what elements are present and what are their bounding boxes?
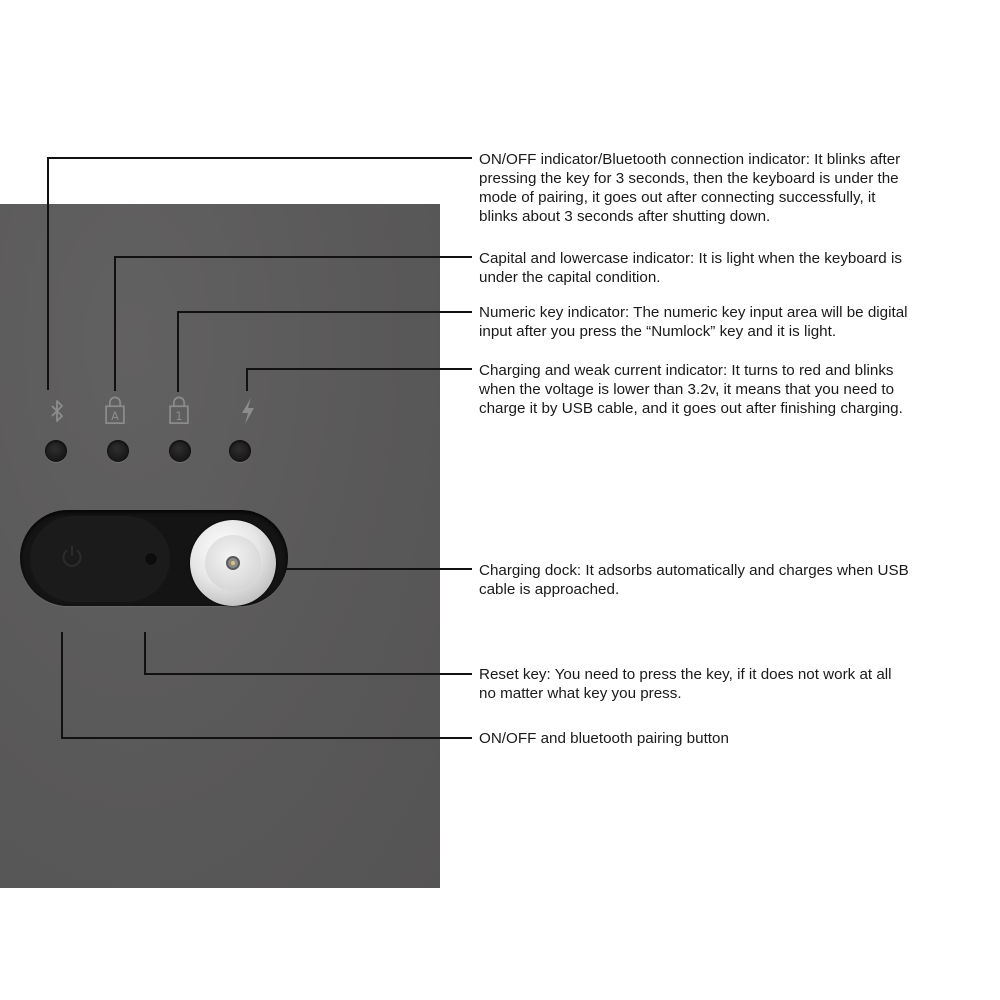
leader-charging-dock xyxy=(284,568,472,570)
callout-charging-indicator: Charging and weak current indicator: It turns to red and blinks when the voltage is lower than 3.2v, it means that you need to charge it by USB cable, and it goes out after finishing charging. xyxy=(479,362,903,417)
leader-numlock-indicator-vertical xyxy=(177,312,179,392)
num-lock-digit: 1 xyxy=(175,409,183,423)
leader-power-indicator-horizontal xyxy=(47,157,472,159)
num-lock-icon xyxy=(167,395,191,425)
caps-lock-letter: A xyxy=(111,409,119,423)
charging-indicator-led xyxy=(229,440,251,462)
leader-reset-key-vertical xyxy=(144,632,146,674)
charging-bolt-icon xyxy=(236,396,260,426)
leader-caps-indicator-vertical xyxy=(114,257,116,391)
callout-numlock-indicator: Numeric key indicator: The numeric key input area will be digital input after you press the “Numlock” key and it is light. xyxy=(479,304,908,340)
power-icon xyxy=(59,544,85,570)
callout-power-button: ON/OFF and bluetooth pairing button xyxy=(479,730,729,747)
leader-caps-indicator-horizontal xyxy=(114,256,472,258)
leader-charging-indicator-horizontal xyxy=(246,368,472,370)
charging-dock-pin-center xyxy=(231,561,235,565)
bluetooth-icon xyxy=(45,397,69,427)
callout-caps-indicator: Capital and lowercase indicator: It is light when the keyboard is under the capital condition. xyxy=(479,250,902,286)
caps-lock-icon xyxy=(103,395,127,425)
callout-charging-dock: Charging dock: It adsorbs automatically and charges when USB cable is approached. xyxy=(479,562,909,598)
callout-power-indicator: ON/OFF indicator/Bluetooth connection indicator: It blinks after pressing the key for 3 seconds, then the keyboard is under the mode of pairing, it goes out after connecting successfully, it blinks about 3 seconds after shutting down. xyxy=(479,151,901,225)
leader-numlock-indicator-horizontal xyxy=(177,311,472,313)
power-indicator-led xyxy=(45,440,67,462)
leader-reset-key-horizontal xyxy=(144,673,472,675)
leader-power-indicator-vertical xyxy=(47,158,49,390)
caps-indicator-led xyxy=(107,440,129,462)
numlock-indicator-led xyxy=(169,440,191,462)
callout-reset-key: Reset key: You need to press the key, if it does not work at all no matter what key you press. xyxy=(479,666,892,702)
leader-power-button-horizontal xyxy=(61,737,472,739)
reset-key[interactable] xyxy=(145,553,157,565)
leader-charging-indicator-vertical xyxy=(246,369,248,391)
leader-power-button-vertical xyxy=(61,632,63,739)
